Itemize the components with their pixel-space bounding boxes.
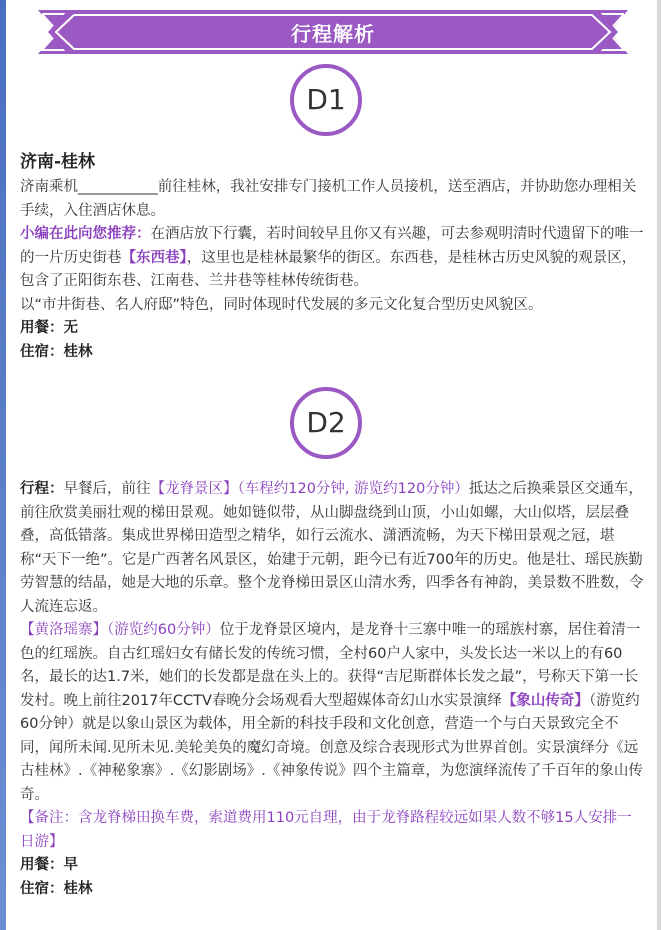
day2-note: 【备注：含龙脊梯田换车费，索道费用110元自理，由于龙脊路程较远如果人数不够15人安排一日游】 <box>20 810 632 850</box>
day1-stay: 住宿：桂林 <box>20 343 93 360</box>
route-title: 济南-桂林 <box>20 152 96 172</box>
day2-stay: 住宿：桂林 <box>20 880 93 897</box>
day-badge-d1: D1 <box>290 64 362 136</box>
day2-itinerary <box>20 478 645 619</box>
day1-feature-text: 以“市井街巷、名人府邸”特色，同时体现时代发展的多元文化复合型历史风貌区。 <box>20 296 543 313</box>
day2-section <box>20 478 645 901</box>
xiangshan-description: （游览约60分钟）就是以象山景区为载体，用全新的科技手段和文化创意，营造一个与白天景致完全不同，闻所未闻.见所未见.美轮美奂的魔幻奇境。创意及综合表现形式为世界首创。实景演绎分《远古桂林》.《神秘象寨》.《幻影剧场》.《神象传说》四个主篇章，为您演绎流传了千百年的象山传奇。 <box>20 692 643 803</box>
itinerary-label: 行程： <box>20 481 64 497</box>
dongxi-lane-highlight: 【东西巷】 <box>121 249 187 266</box>
day1-recommendation <box>20 223 645 294</box>
recommendation-text-2: ，这里也是桂林最繁华的街区。东西巷，是桂林古历史风貌的观景区，包含了正阳街东巷、江南巷、兰井巷等桂林传统街巷。 <box>20 249 637 289</box>
xiangshan-highlight: 【象山传奇】 <box>501 692 589 709</box>
longji-description: 抵达之后换乘景区交通车，前往欣赏美丽壮观的梯田景观。她如链似带，从山脚盘绕到山顶，小山如螺，大山似塔，层层叠叠，高低错落。集成世界梯田造型之精华，如行云流水、潇洒流畅，为天下梯田景观之冠，堪称“天下一绝”。它是广西著名风景区，始建于元朝，距今已有近700年的历史。他是壮、瑶民族勤劳智慧的结晶，她是大地的乐章。整个龙脊梯田景区山清水秀，四季各有神韵，美景数不胜数，令人流连忘返。 <box>20 481 644 615</box>
day2-meal: 用餐：早 <box>20 857 78 873</box>
left-edge-bar <box>0 0 6 930</box>
header-banner <box>38 8 628 56</box>
day1-meal: 用餐：无 <box>20 320 78 336</box>
day1-arrival-text: 济南乘机___________前往桂林，我社安排专门接机工作人员接机，送至酒店，并协助您办理相关手续，入住酒店休息。 <box>20 179 637 219</box>
huangluo-description: 位于龙脊景区境内，是龙脊十三寨中唯一的瑶族村寨，居住着清一色的红瑶族。自古红瑶妇女有储长发的传统习惯，全村60户人家中，头发长达一米以上的有60名，最长的达1.7米，她们的长发都是盘在头上的。获得“吉尼斯群体长发之最”，号称天下第一长发村。晚上前往2017年CCTV春晚分会场观看大型超媒体奇幻山水实景演绎 <box>20 622 641 709</box>
day2-huangluo <box>20 619 645 807</box>
itinerary-text: 早餐后，前往 <box>63 481 151 497</box>
huangluo-highlight: 【黄洛瑶寨】（游览约60分钟） <box>20 622 220 638</box>
day1-section <box>20 150 645 364</box>
recommendation-text: 在酒店放下行囊，若时间较早且你又有兴趣，可去参观明清时代遗留下的唯一的一片历史街巷 <box>20 226 644 266</box>
scrollbar[interactable] <box>657 0 661 930</box>
longji-highlight: 【龙脊景区】（车程约120分钟, 游览约120分钟） <box>150 481 469 497</box>
day-badge-d2: D2 <box>290 387 362 459</box>
section-title: 行程解析 <box>291 22 375 46</box>
recommendation-label: 小编在此向您推荐： <box>20 226 151 242</box>
